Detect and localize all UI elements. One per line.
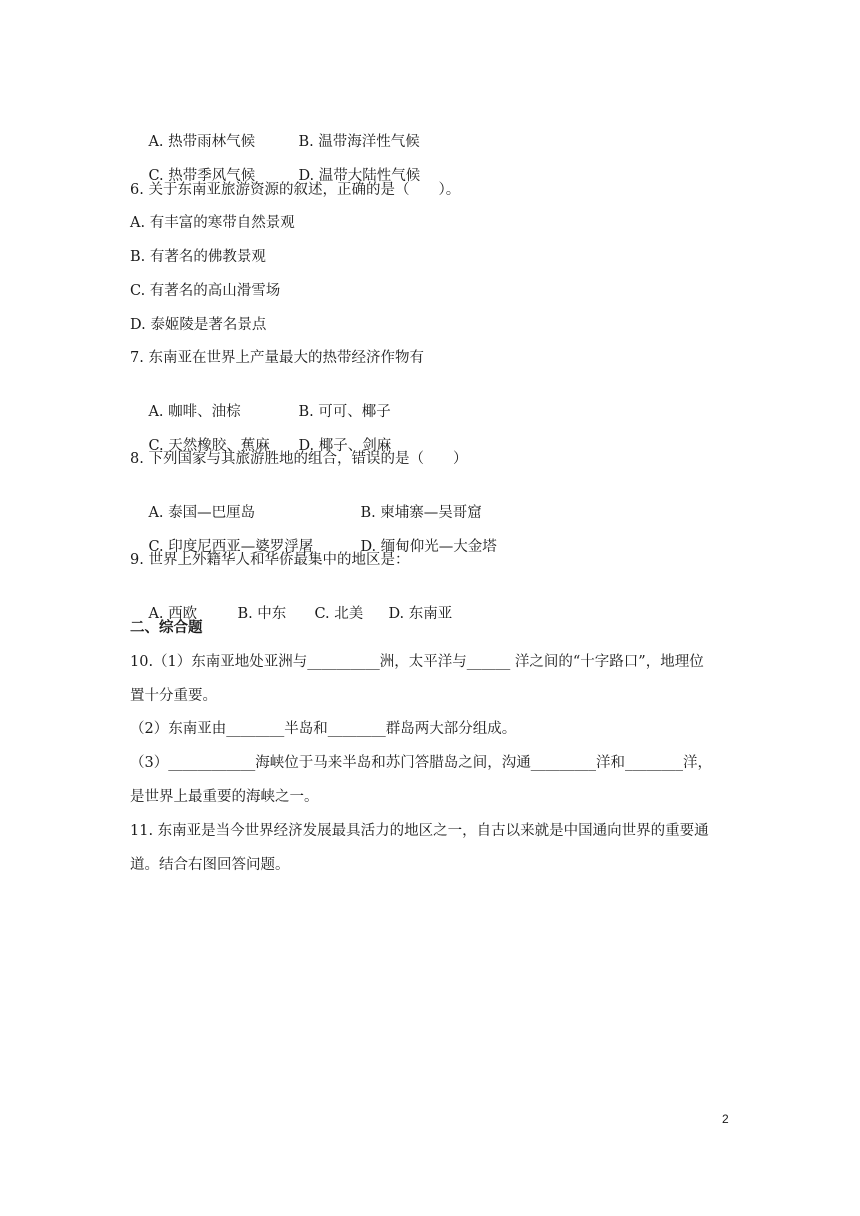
q6-option-c: C. 有著名的高山滑雪场: [130, 283, 281, 299]
option-a: A. 西欧: [148, 606, 198, 622]
option-d: D. 缅甸仰光—大金塔: [360, 539, 497, 555]
option-c: C. 天然橡胶、蕉麻: [148, 438, 270, 454]
question-8: 8. 下列国家与其旅游胜地的组合，错误的是（ ）: [130, 451, 468, 467]
option-d: D. 东南亚: [388, 606, 453, 622]
q10-part1-line1: 10.（1）东南亚地处亚洲与__________洲，太平洋与______ 洋之间的“十字路口”，地理位: [130, 654, 704, 670]
option-c: C. 印度尼西亚—婆罗浮屠: [148, 539, 314, 555]
option-a: A. 热带雨林气候: [148, 134, 256, 150]
option-d: D. 温带大陆性气候: [298, 168, 421, 184]
option-c: C. 热带季风气候: [148, 168, 256, 184]
q6-option-a: A. 有丰富的寒带自然景观: [130, 215, 295, 231]
q10-part3-line1: （3）____________海峡位于马来半岛和苏门答腊岛之间，沟通_________洋和________洋，: [130, 755, 712, 771]
question-9: 9. 世界上外籍华人和华侨最集中的地区是：: [130, 552, 410, 568]
option-b: B. 柬埔寨—吴哥窟: [360, 505, 482, 521]
q6-option-d: D. 泰姬陵是著名景点: [130, 317, 267, 333]
question-11-line1: 11. 东南亚是当今世界经济发展最具活力的地区之一，自古以来就是中国通向世界的重要通: [130, 823, 709, 839]
question-11-line2: 道。结合右图回答问题。: [130, 857, 290, 873]
option-d: D. 椰子、剑麻: [298, 438, 392, 454]
q10-part2: （2）东南亚由________半岛和________群岛两大部分组成。: [130, 721, 517, 737]
option-a: A. 泰国—巴厘岛: [148, 505, 256, 521]
option-c: C. 北美: [314, 606, 364, 622]
option-b: B. 可可、椰子: [298, 404, 391, 420]
q10-part1-line2: 置十分重要。: [130, 688, 217, 704]
page-number: 2: [722, 1112, 729, 1126]
question-7: 7. 东南亚在世界上产量最大的热带经济作物有: [130, 350, 424, 366]
question-6: 6. 关于东南亚旅游资源的叙述，正确的是（ ）。: [130, 182, 461, 198]
section-heading: 二、综合题: [130, 619, 203, 636]
q6-option-b: B. 有著名的佛教景观: [130, 249, 266, 265]
q10-part3-line2: 是世界上最重要的海峡之一。: [130, 789, 319, 805]
option-a: A. 咖啡、油棕: [148, 404, 241, 420]
option-b: B. 中东: [237, 606, 287, 622]
option-b: B. 温带海洋性气候: [298, 134, 420, 150]
